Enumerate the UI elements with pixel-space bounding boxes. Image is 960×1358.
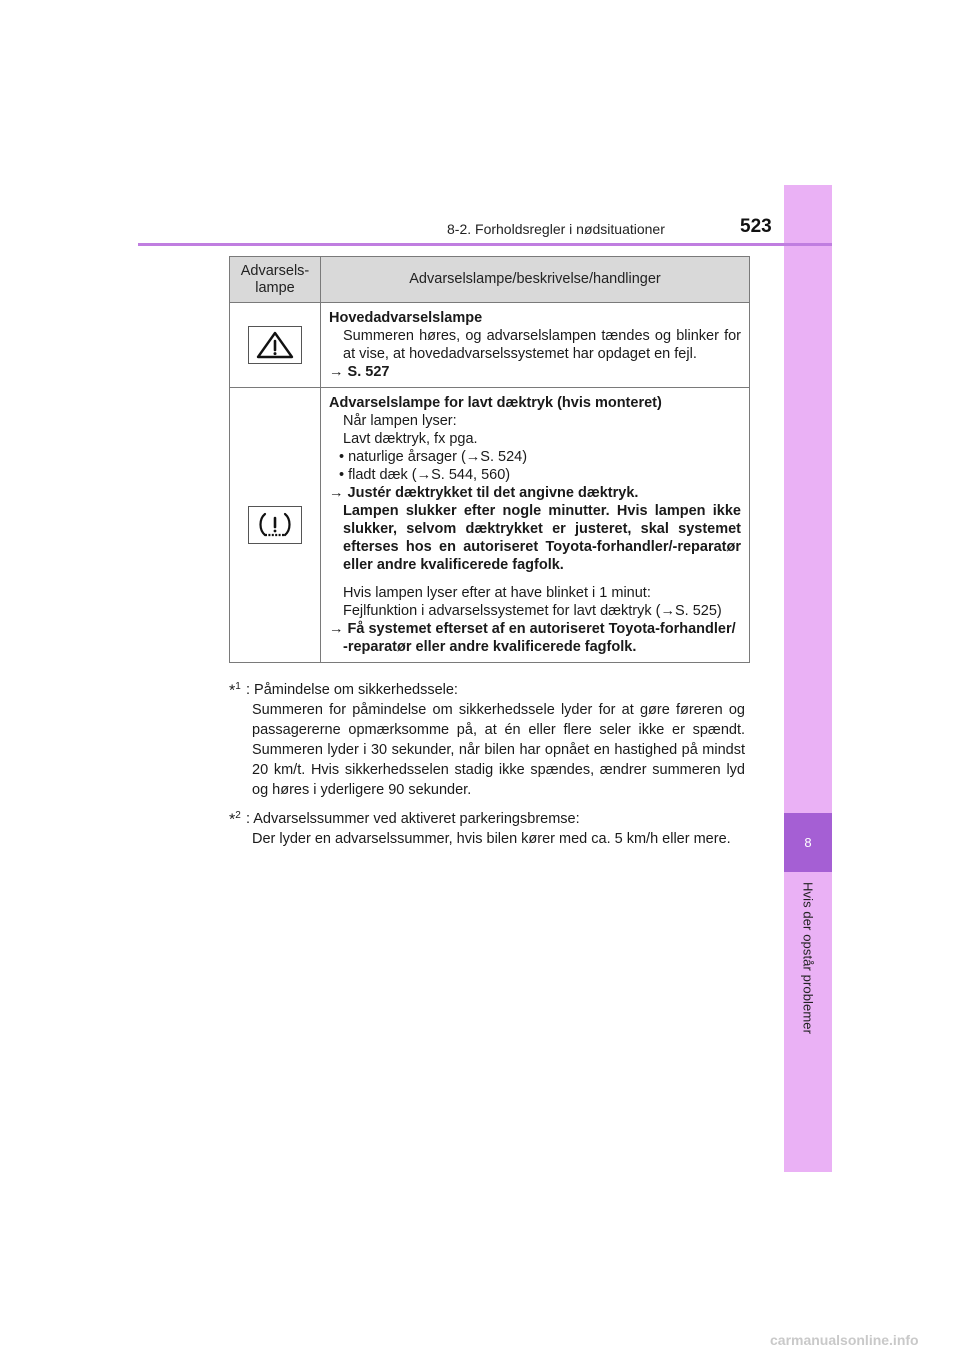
footnote-body: Der lyder en advarselssummer, hvis bilen kører med ca. 5 km/h eller mere. bbox=[252, 831, 731, 847]
description-cell bbox=[321, 303, 750, 388]
lamp-cell bbox=[230, 303, 321, 388]
list-item: • fladt dæk (→S. 544, 560) bbox=[339, 467, 511, 483]
cause-text: Lavt dæktryk, fx pga. bbox=[343, 431, 478, 447]
footnote-body: Summeren for påmindelse om sikkerhedssele lyder for at gøre føreren og passagererne opmærksomme på, at én eller flere seler ikke er spændt. Summeren lyder i 30 sekunder, når bilen har opnået en hastighed på mindst 20 km/t. Hvis sikkerhedsselen stadig ikke spændes, ændrer summeren lyd og høres i yderligere 90 sekunder. bbox=[252, 702, 745, 798]
footnote-number: 2 bbox=[235, 810, 241, 821]
action-reference: → Justér dæktrykket til det angivne dæktryk. bbox=[329, 485, 639, 501]
column-header-lamp bbox=[230, 257, 321, 303]
lamp-title: Hovedadvarselslampe bbox=[329, 310, 483, 326]
action-reference: → S. 527 bbox=[329, 364, 390, 380]
lamp-cell bbox=[230, 388, 321, 663]
watermark: carmanualsonline.info bbox=[770, 1332, 919, 1348]
lamp-description: Summeren høres, og advarselslampen tændes og blinker for at vise, at hovedadvarselssystemet har opdaget en fejl. bbox=[343, 328, 741, 362]
description-cell bbox=[321, 388, 750, 663]
footnote-marker bbox=[229, 677, 241, 701]
chapter-title: Hvis der opstår problemer bbox=[800, 882, 816, 1035]
page-number: 523 bbox=[740, 216, 772, 237]
blink-text: Fejlfunktion i advarselssystemet for lavt dæktryk (→S. 525) bbox=[343, 603, 722, 619]
action-note: Lampen slukker efter nogle minutter. Hvis lampen ikke slukker, selvom dæktrykket er justeret, skal systemet efterses hos en autoriseret Toyota-forhandler/-reparatør eller andre kvalificerede fagfolk. bbox=[343, 503, 741, 573]
lamp-on-label: Når lampen lyser: bbox=[343, 413, 457, 429]
lamp-title: Advarselslampe for lavt dæktryk (hvis monteret) bbox=[329, 395, 662, 411]
action-reference-text: Få systemet efterset af en autoriseret Toyota-forhandler/ -reparatør eller andre kvalificerede fagfolk. bbox=[343, 621, 736, 655]
footnotes bbox=[229, 680, 745, 849]
column-header-lamp-line1: Advarsels- bbox=[240, 262, 310, 279]
footnote-title: : Advarselssummer ved aktiveret parkeringsbremse: bbox=[246, 811, 580, 827]
list-item-text: fladt dæk (→S. 544, 560) bbox=[348, 467, 511, 483]
footnote-marker bbox=[229, 806, 241, 830]
chapter-number: 8 bbox=[784, 813, 832, 872]
footnote-asterisk: * bbox=[229, 811, 236, 829]
action-reference: → Få systemet efterset af en autoriseret Toyota-forhandler/ -reparatør eller andre kvalificerede fagfolk. bbox=[329, 621, 736, 655]
column-header-description: Advarselslampe/beskrivelse/handlinger bbox=[321, 257, 750, 303]
list-item: • naturlige årsager (→S. 524) bbox=[339, 449, 528, 465]
tire-pressure-warning-icon bbox=[248, 506, 302, 544]
footnote-asterisk: * bbox=[229, 682, 236, 700]
footnote-number: 1 bbox=[235, 681, 241, 692]
action-reference-text: S. 527 bbox=[347, 364, 390, 380]
list-item-text: naturlige årsager (→S. 524) bbox=[348, 449, 528, 465]
footnote-1 bbox=[229, 680, 745, 800]
header-rule bbox=[138, 243, 832, 246]
blink-intro: Hvis lampen lyser efter at have blinket i 1 minut: bbox=[343, 585, 651, 601]
table-header-row bbox=[230, 257, 750, 303]
action-reference-text: Justér dæktrykket til det angivne dæktryk. bbox=[347, 485, 639, 501]
spacer bbox=[329, 574, 741, 584]
footnote-2 bbox=[229, 809, 745, 849]
column-header-lamp-line2: lampe bbox=[255, 279, 295, 296]
section-title: 8-2. Forholdsregler i nødsituationer bbox=[447, 221, 665, 237]
table-row bbox=[230, 303, 750, 388]
footnote-title: : Påmindelse om sikkerhedssele: bbox=[246, 682, 458, 698]
master-warning-triangle-icon bbox=[248, 326, 302, 364]
table-row bbox=[230, 388, 750, 663]
warning-lamp-table bbox=[229, 256, 750, 663]
